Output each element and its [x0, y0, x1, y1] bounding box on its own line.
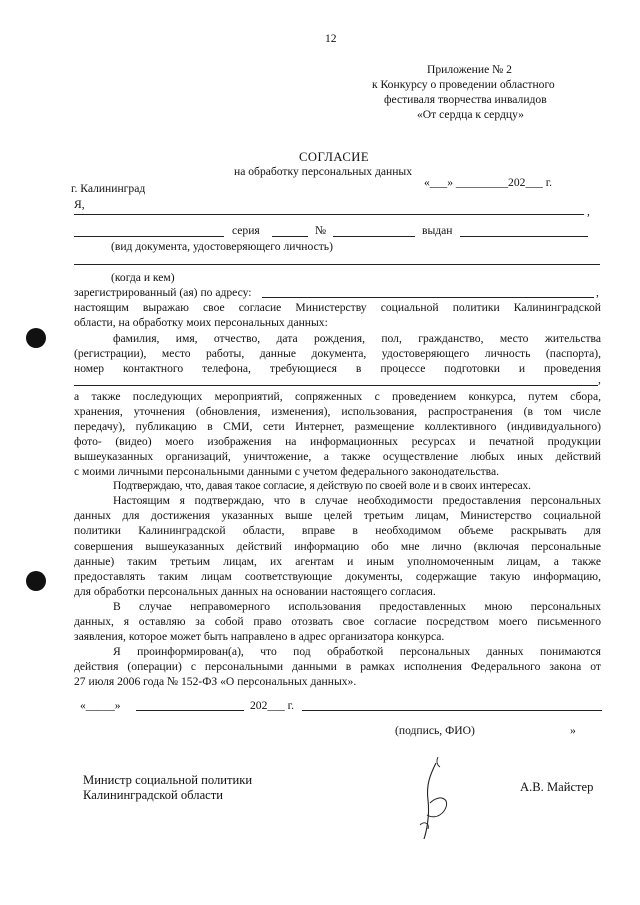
city: г. Калининград — [71, 182, 146, 195]
seria-label: серия — [232, 224, 260, 237]
body-line-7: хранения, уточнения (обновления, изменения), использования, распространения (в том числе — [74, 405, 601, 418]
annex-line-1: Приложение № 2 — [427, 63, 512, 76]
body-line-8: передачу), публикацию в СМИ, сети Интернет, размещение коллективного (индивидуального) — [74, 420, 601, 433]
address-underline — [262, 297, 594, 298]
handwritten-signature — [400, 755, 460, 845]
registered-label: зарегистрированный (ая) по адресу: — [74, 286, 252, 299]
body-line-13: Настоящим я подтверждаю, что в случае необходимости предоставления персональных — [113, 494, 601, 507]
body-line-4: (регистрации), место работы, данные документа, удостоверяющего личность (паспорта), — [74, 347, 601, 360]
punch-hole-top — [26, 328, 46, 348]
issued-underline — [460, 236, 588, 237]
body-line-22: заявления, которое может быть направлено в адрес организатора конкурса. — [74, 630, 445, 643]
body-line-18: предоставлять таким лицам соответствующие документы, содержащие такую информацию, — [74, 570, 601, 583]
name-underline — [74, 214, 584, 215]
body-line-23: Я проинформирован(а), что под обработкой персональных данных понимаются — [113, 645, 601, 658]
body-line-20: В случае неправомерного использования предоставленных мною персональных — [113, 600, 601, 613]
sign-date-year: 202___ г. — [250, 699, 295, 712]
punch-hole-bottom — [26, 571, 46, 591]
body-line-11: с моими личными персональными данными с учетом федерального законодательства. — [74, 465, 500, 478]
body-line-21: данных, я оставляю за собой право отозвать свое согласие посредством моего письменного — [74, 615, 601, 628]
body-line-9: фото- (видео) моего изображения на информационных ресурсах и печатной продукции — [74, 435, 601, 448]
minister-title-1: Министр социальной политики — [83, 773, 253, 787]
name-comma: , — [587, 205, 590, 218]
annex-line-2: к Конкурсу о проведении областного — [372, 78, 555, 91]
body-line-12: Подтверждаю, что, давая такое согласие, я действую по своей воле и в своих интересах. — [113, 479, 531, 492]
body-line-19: для обработки персональных данных на основании настоящего согласия. — [74, 585, 436, 598]
annex-line-3: фестиваля творчества инвалидов — [384, 93, 547, 106]
body-line-3: фамилия, имя, отчество, дата рождения, пол, гражданство, место жительства — [113, 332, 601, 345]
signature-underline — [302, 710, 602, 711]
body-line-6: а также последующих мероприятий, сопряженных с проведением конкурса, путем сбора, — [74, 390, 601, 403]
page-number: 12 — [325, 32, 337, 45]
annex-line-4: «От сердца к сердцу» — [417, 108, 524, 121]
body-line-5: номер контактного телефона, требующиеся в процессе подготовки и проведения — [74, 362, 601, 375]
sign-date-month-underline — [136, 710, 244, 711]
doc-type-underline — [74, 236, 224, 237]
seria-underline — [272, 236, 308, 237]
body-line-16: совершения вышеуказанных действий информацию обо мне лично (включая персональные — [74, 540, 601, 553]
purpose-comma: , — [598, 373, 601, 386]
address-comma: , — [596, 286, 599, 299]
body-line-17: данные) таким третьим лицам, их агентам и иным уполномоченным лицам, а также — [74, 555, 601, 568]
ya-label: Я, — [74, 198, 85, 211]
body-line-25: 27 июля 2006 года № 152-ФЗ «О персональных данных». — [74, 675, 357, 688]
date-field: «___» _________202___ г. — [424, 176, 553, 189]
sign-date-day: «_____» — [80, 699, 121, 712]
purpose-underline — [74, 385, 598, 386]
body-line-24: действия (операции) с персональными данными в рамках исполнения Федерального закона от — [74, 660, 601, 673]
body-line-15: политики Калининградской области, вправе в необходимом объеме раскрывать для — [74, 524, 601, 537]
body-line-1: настоящим выражаю свое согласие Министерству социальной политики Калининградской — [74, 301, 601, 314]
document-subtitle: на обработку персональных данных — [234, 165, 413, 178]
sign-caption: (подпись, ФИО) — [395, 724, 475, 737]
minister-title-2: Калининградской области — [83, 788, 223, 802]
number-label: № — [315, 224, 327, 237]
when-by-caption: (когда и кем) — [111, 271, 175, 284]
issued-continuation-underline — [74, 264, 600, 265]
sign-close-quote: » — [570, 724, 576, 737]
body-line-10: вышеуказанных организаций, уничтожение, а также осуществление любых иных действий — [74, 450, 601, 463]
issued-label: выдан — [422, 224, 453, 237]
number-underline — [333, 236, 415, 237]
body-line-2: области, на обработку моих персональных данных: — [74, 316, 328, 329]
body-line-14: данных для достижения указанных выше целей третьим лицам, Министерство социальной — [74, 509, 601, 522]
minister-name: А.В. Майстер — [520, 780, 594, 794]
doc-caption: (вид документа, удостоверяющего личность) — [111, 240, 333, 253]
document-title: СОГЛАСИЕ — [299, 150, 370, 164]
